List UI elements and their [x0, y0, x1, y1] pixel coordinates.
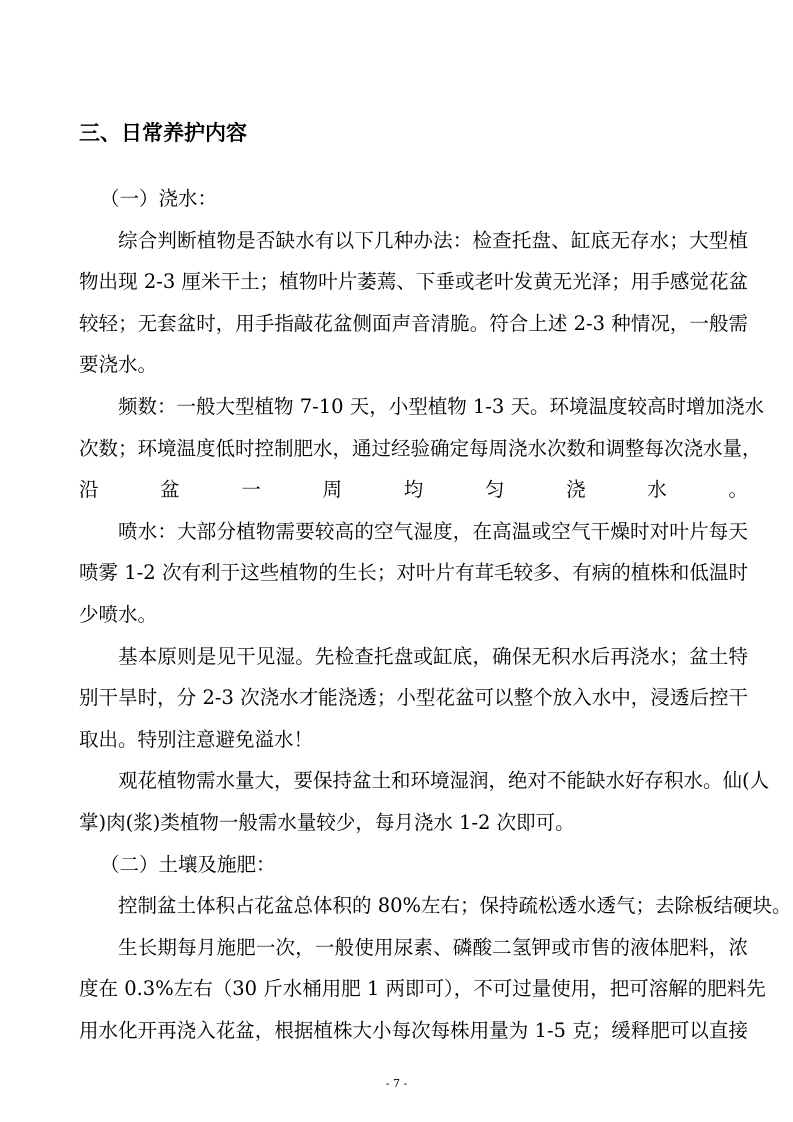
- section-title: 三、日常养护内容: [79, 121, 247, 145]
- paragraph-line: 次数；环境温度低时控制肥水，通过经验确定每周浇水次数和调整每次浇水量，: [79, 436, 762, 460]
- paragraph-line: 物出现 2-3 厘米干土；植物叶片萎蔫、下垂或老叶发黄无光泽；用手感觉花盆: [79, 270, 748, 294]
- paragraph-line: 综合判断植物是否缺水有以下几种办法：检查托盘、缸底无存水；大型植: [118, 228, 748, 252]
- subsection-heading: （一）浇水：: [100, 187, 218, 210]
- subsection-heading: （二）土壤及施肥：: [100, 852, 276, 876]
- paragraph-line: 较轻；无套盆时，用手指敲花盆侧面声音清脆。符合上述 2-3 种情况，一般需: [79, 311, 748, 335]
- paragraph-line: 喷雾 1-2 次有利于这些植物的生长；对叶片有茸毛较多、有病的植株和低温时: [79, 561, 748, 585]
- paragraph-line: 控制盆土体积占花盆总体积的 80%左右；保持疏松透水透气；去除板结硬块。: [118, 894, 792, 918]
- paragraph-line: 别干旱时，分 2-3 次浇水才能浇透；小型花盆可以整个放入水中，浸透后控干: [79, 686, 748, 710]
- paragraph-line: 基本原则是见干见湿。先检查托盘或缸底，确保无积水后再浇水；盆土特: [118, 644, 748, 668]
- paragraph-line: 要浇水。: [79, 353, 158, 377]
- paragraph-line: 度在 0.3%左右（30 斤水桶用肥 1 两即可），不可过量使用，把可溶解的肥料先: [79, 977, 766, 1001]
- paragraph-line: 喷水：大部分植物需要较高的空气湿度，在高温或空气干燥时对叶片每天: [118, 519, 748, 543]
- paragraph-line: 掌)肉(浆)类植物一般需水量较少，每月浇水 1-2 次即可。: [79, 811, 575, 834]
- paragraph-line: 用水化开再浇入花盆，根据植株大小每次每株用量为 1-5 克；缓释肥可以直接: [79, 1019, 748, 1042]
- paragraph-line: 沿盆一周均匀浇水。: [79, 478, 748, 502]
- paragraph-line: 取出。特别注意避免溢水！: [79, 727, 314, 751]
- page-number: - 7 -: [385, 1077, 408, 1090]
- paragraph-line: 生长期每月施肥一次，一般使用尿素、磷酸二氢钾或市售的液体肥料，浓: [118, 935, 748, 959]
- paragraph-line: 观花植物需水量大，要保持盆土和环境湿润，绝对不能缺水好存积水。仙(人: [118, 769, 770, 793]
- paragraph-line: 少喷水。: [79, 603, 158, 626]
- paragraph-line: 频数：一般大型植物 7-10 天，小型植物 1-3 天。环境温度较高时增加浇水: [118, 395, 765, 418]
